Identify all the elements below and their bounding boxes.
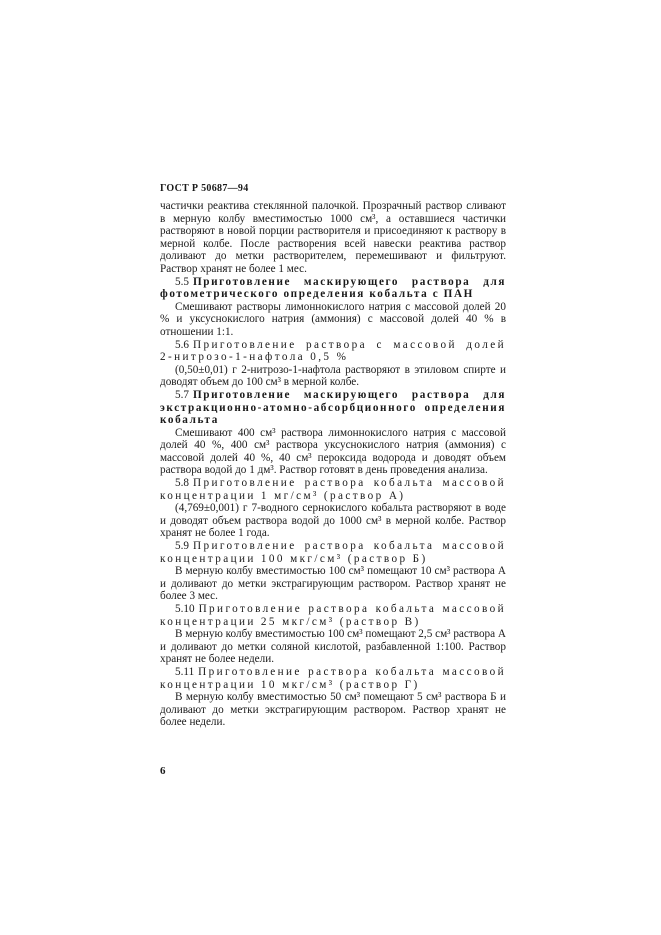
section-title: Приготовление маскирующего раствора для экстракционно-атомно-абсорбционного определения кобальта: [160, 388, 506, 427]
section-5-9-heading: [160, 540, 506, 565]
section-5-11-body: В мерную колбу вместимостью 50 см³ помещают 5 см³ раствора Б и доливают до метки экстрагирующим раствором. Раствор хранят не более недели.: [160, 691, 506, 729]
section-number: 5.9: [175, 540, 189, 553]
section-number: 5.10: [175, 603, 195, 615]
section-number: 5.6: [175, 338, 189, 351]
page-body: [160, 200, 506, 729]
section-5-6-body: (0,50±0,01) г 2-нитрозо-1-нафтола растворяют в этиловом спирте и доводят объем до 100 см³ в мерной колбе.: [160, 363, 506, 389]
section-5-5-heading: [160, 276, 506, 301]
section-title: Приготовление раствора с массовой долей 2-нитрозо-1-нафтола 0,5 %: [160, 338, 506, 364]
section-number: 5.8: [175, 477, 189, 490]
section-5-11-heading: [160, 666, 506, 691]
section-5-8-heading: [160, 477, 506, 502]
section-title: Приготовление раствора кобальта массовой концентрации 25 мкг/см³ (раствор В): [160, 603, 506, 628]
section-5-5-body: Смешивают растворы лимоннокислого натрия с массовой долей 20 % и уксуснокислого натрия (аммония) с массовой долей 40 % в отношении 1:1.: [160, 300, 506, 338]
section-title: Приготовление маскирующего раствора для фотометрического определения кобальта с ПАН: [160, 275, 506, 301]
section-5-7-heading: [160, 389, 506, 427]
section-5-10-heading: [160, 603, 506, 628]
section-number: 5.7: [175, 388, 189, 401]
section-5-6-heading: [160, 339, 506, 364]
section-number: 5.11: [175, 665, 195, 678]
section-5-7-body: Смешивают 400 см³ раствора лимоннокислого натрия с массовой долей 40 %, 400 см³ раствора уксуснокислого натрия (аммония) с массовой долей 40 %, 40 см³ пероксида водорода и доводят объем раствора водой до 1 дм³. Раствор готовят в день проведения анализа.: [160, 426, 506, 477]
section-5-8-body: (4,769±0,001) г 7-водного сернокислого кобальта растворяют в воде и доводят объем раствора водой до 1000 см³ в мерной колбе. Раствор хранят не более 1 года.: [160, 502, 506, 540]
page-number: 6: [160, 765, 166, 777]
section-title: Приготовление раствора кобальта массовой концентрации 10 мкг/см³ (раствор Г): [160, 665, 506, 691]
section-title: Приготовление раствора кобальта массовой концентрации 100 мкг/см³ (раствор Б): [160, 540, 506, 565]
section-5-10-body: В мерную колбу вместимостью 100 см³ помещают 2,5 см³ раствора А и доливают до метки соляной кислотой, разбавленной 1:100. Раствор хранят не более недели.: [160, 628, 506, 666]
section-5-9-body: В мерную колбу вместимостью 100 см³ помещают 10 см³ раствора А и доливают до метки экстрагирующим раствором. Раствор хранят не более 3 мес.: [160, 565, 506, 603]
section-number: 5.5: [175, 275, 189, 288]
paragraph-continuation: частички реактива стеклянной палочкой. Прозрачный раствор сливают в мерную колбу вместимостью 1000 см³, а оставшиеся частички растворяют в новой порции растворителя и присоединяют к раствору в мерной колбе. После растворения всей навески реактива раствор доливают до метки растворителем, перемешивают и фильтруют. Раствор хранят не более 1 мес.: [160, 200, 506, 275]
document-header: ГОСТ Р 50687—94: [160, 183, 249, 194]
section-title: Приготовление раствора кобальта массовой концентрации 1 мг/см³ (раствор А): [160, 477, 506, 502]
